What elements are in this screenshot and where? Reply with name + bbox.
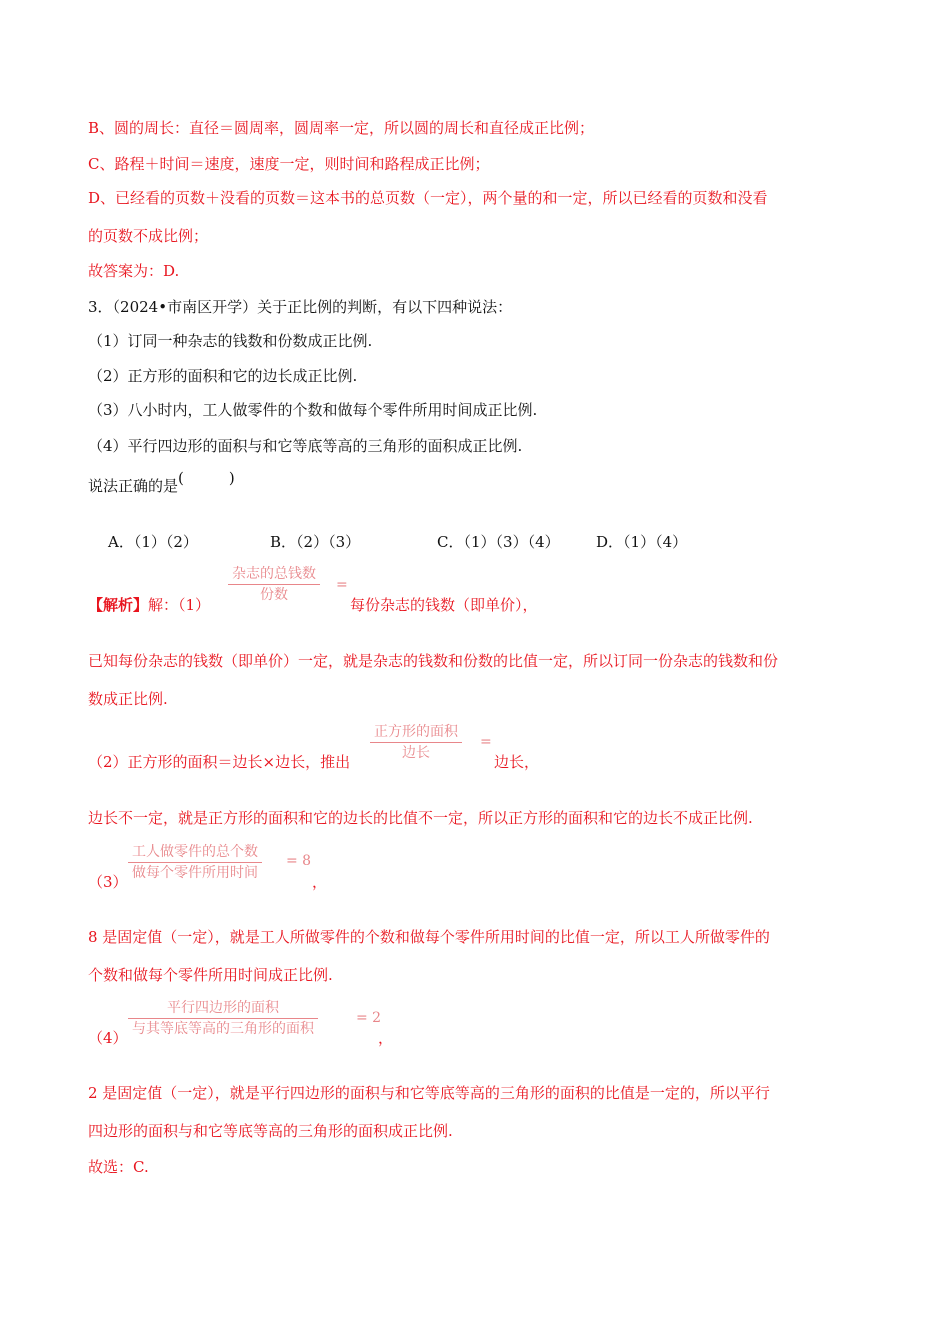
statement-4: （4）平行四边形的面积与和它等底等高的三角形的面积成正比例.: [88, 437, 523, 455]
fraction-2-denominator: 边长: [402, 745, 430, 761]
fraction-4-numerator: 平行四边形的面积: [128, 998, 318, 1019]
prev-answer: 故答案为：D.: [88, 262, 180, 280]
option-b: B．（2）（3）: [270, 533, 361, 551]
option-a: A．（1）（2）: [108, 533, 198, 551]
part4-explanation-cont: 四边形的面积与和它等底等高的三角形的面积成正比例.: [88, 1122, 453, 1140]
part3-lead: （3）: [88, 873, 128, 891]
question-stem: 3．（2024•市南区开学）关于正比例的判断，有以下四种说法：: [88, 298, 513, 316]
conclusion: 故选：C.: [88, 1158, 149, 1176]
fraction-1-denominator: 份数: [260, 587, 288, 603]
fraction-3-denominator: 做每个零件所用时间: [132, 865, 258, 881]
fraction-3-numerator: 工人做零件的总个数: [128, 842, 262, 863]
part4-result: ，: [378, 1029, 394, 1047]
fraction-2-numerator: 正方形的面积: [370, 722, 462, 743]
option-d: D．（1）（4）: [596, 533, 688, 551]
fraction-2: [370, 722, 462, 763]
statement-3: （3）八小时内，工人做零件的个数和做每个零件所用时间成正比例.: [88, 401, 538, 419]
fraction-4: [128, 998, 318, 1039]
part3-result: ，: [312, 873, 328, 891]
part3-explanation: 8 是固定值（一定），就是工人所做零件的个数和做每个零件所用时间的比值一定，所以工人所做零件的: [88, 928, 770, 946]
fraction-3: [128, 842, 262, 883]
analysis-start: 解：（1）: [148, 596, 211, 614]
fraction-1: [228, 564, 320, 605]
part4-lead: （4）: [88, 1029, 128, 1047]
answer-blank: ( ): [178, 469, 235, 487]
prev-solution-line-d-cont: 的页数不成比例；: [88, 227, 209, 245]
fraction-2-equals: =: [480, 734, 492, 750]
part2-result: 边长，: [494, 753, 540, 771]
part1-explanation: 已知每份杂志的钱数（即单价）一定，就是杂志的钱数和份数的比值一定，所以订同一份杂志的钱数和份: [88, 652, 779, 670]
prev-solution-line-d: D、已经看的页数＋没看的页数＝这本书的总页数（一定），两个量的和一定，所以已经看的页数和没看: [88, 189, 768, 207]
option-c: C．（1）（3）（4）: [437, 533, 560, 551]
fraction-4-denominator: 与其等底等高的三角形的面积: [132, 1021, 314, 1037]
part2-lead: （2）正方形的面积＝边长×边长，推出: [88, 753, 351, 771]
prompt-text: 说法正确的是: [88, 477, 179, 495]
part2-explanation: 边长不一定，就是正方形的面积和它的边长的比值不一定，所以正方形的面积和它的边长不成正比例.: [88, 809, 753, 827]
part3-explanation-cont: 个数和做每个零件所用时间成正比例.: [88, 966, 333, 984]
part1-result: 每份杂志的钱数（即单价），: [350, 596, 538, 614]
prev-solution-line-b: B、圆的周长：直径＝圆周率，圆周率一定，所以圆的周长和直径成正比例；: [88, 119, 595, 137]
part1-explanation-cont: 数成正比例.: [88, 690, 168, 708]
fraction-3-equals: = 8: [286, 853, 312, 869]
analysis-tag: 【解析】: [88, 596, 149, 614]
statement-1: （1）订同一种杂志的钱数和份数成正比例.: [88, 332, 373, 350]
analysis-intro: [88, 595, 210, 615]
question-prompt: [88, 469, 235, 496]
fraction-1-equals: =: [336, 577, 348, 593]
fraction-1-numerator: 杂志的总钱数: [228, 564, 320, 585]
part4-explanation: 2 是固定值（一定），就是平行四边形的面积与和它等底等高的三角形的面积的比值是一定的，所以平行: [88, 1084, 770, 1102]
prev-solution-line-c: C、路程＋时间＝速度，速度一定，则时间和路程成正比例；: [88, 155, 490, 173]
fraction-4-equals: = 2: [356, 1010, 382, 1026]
statement-2: （2）正方形的面积和它的边长成正比例.: [88, 367, 358, 385]
